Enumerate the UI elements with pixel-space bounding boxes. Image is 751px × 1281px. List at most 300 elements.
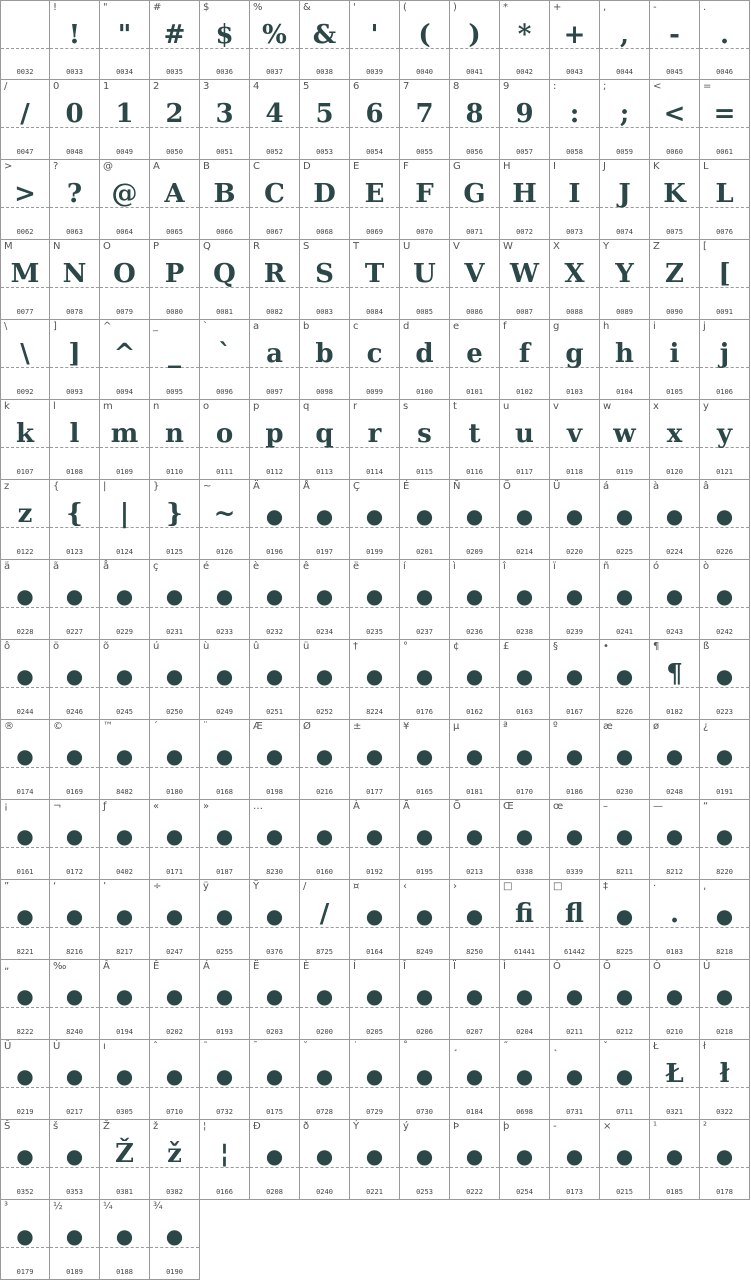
glyph-sample: + — [563, 20, 586, 50]
glyph-cell — [350, 560, 400, 640]
glyph-cell-label: ù — [203, 641, 210, 652]
glyph-cell-label: l — [53, 401, 56, 412]
missing-glyph-dot: ● — [715, 744, 734, 768]
missing-glyph-dot: ● — [315, 504, 334, 528]
glyph-cell-label: H — [503, 161, 511, 172]
glyph-cell-label: > — [4, 161, 13, 172]
glyph-code: 61442 — [563, 948, 586, 956]
glyph-cell — [500, 640, 550, 720]
glyph-cell-label: œ — [553, 801, 564, 812]
missing-glyph-dot: ● — [315, 584, 334, 608]
glyph-code: 0224 — [666, 548, 683, 556]
glyph-sample: ; — [619, 99, 630, 129]
glyph-sample: u — [515, 419, 534, 449]
glyph-cell-label: ô — [4, 641, 11, 652]
glyph-cell-label: ; — [603, 81, 607, 92]
glyph-cell — [150, 640, 200, 720]
glyph-cell — [450, 80, 500, 160]
glyph-cell — [350, 80, 400, 160]
glyph-code: 0254 — [516, 1188, 533, 1196]
glyph-code: 0105 — [666, 388, 683, 396]
glyph-cell-label: Ã — [403, 801, 410, 812]
glyph-code: 0097 — [266, 388, 283, 396]
missing-glyph-dot: ● — [715, 504, 734, 528]
glyph-cell-label: # — [153, 2, 162, 13]
glyph-cell-label: ò — [703, 561, 710, 572]
glyph-cell — [600, 80, 650, 160]
glyph-sample: " — [117, 20, 132, 50]
glyph-sample: 7 — [415, 99, 434, 129]
glyph-cell-label: â — [703, 481, 710, 492]
glyph-code: 0032 — [16, 68, 34, 76]
glyph-cell-label: ˇ — [603, 1041, 608, 1052]
glyph-code: 8216 — [66, 948, 83, 956]
missing-glyph-dot: ● — [16, 904, 34, 928]
glyph-cell-label: è — [253, 561, 260, 572]
missing-glyph-dot: ● — [415, 904, 434, 928]
glyph-code: 0176 — [416, 708, 433, 716]
glyph-cell — [600, 240, 650, 320]
glyph-cell — [250, 1040, 300, 1120]
glyph-cell — [50, 320, 100, 400]
glyph-cell-label: 5 — [303, 81, 310, 92]
glyph-cell — [0, 1040, 50, 1120]
glyph-cell-label: Ô — [603, 961, 611, 972]
glyph-cell-label: û — [253, 641, 260, 652]
glyph-sample: / — [20, 99, 30, 129]
glyph-sample: y — [716, 419, 733, 449]
glyph-cell-label: e — [453, 321, 460, 332]
missing-glyph-dot: ● — [165, 744, 184, 768]
glyph-cell — [450, 640, 500, 720]
glyph-code: 0116 — [466, 468, 483, 476]
glyph-cell — [500, 160, 550, 240]
glyph-code: 0038 — [316, 68, 333, 76]
missing-glyph-dot: ● — [665, 984, 684, 1008]
glyph-code: 0115 — [416, 468, 433, 476]
glyph-cell-label: a — [253, 321, 260, 332]
glyph-code: 0034 — [116, 68, 133, 76]
glyph-code: 0206 — [416, 1028, 433, 1036]
glyph-cell — [350, 640, 400, 720]
glyph-sample: o — [215, 419, 234, 449]
glyph-cell — [0, 160, 50, 240]
glyph-sample: ~ — [213, 499, 236, 529]
glyph-cell-label: ¨ — [203, 721, 208, 732]
missing-glyph-dot: ● — [515, 744, 534, 768]
glyph-cell — [300, 800, 350, 880]
glyph-cell-label: š — [53, 1121, 59, 1132]
glyph-cell-label: ¥ — [403, 721, 410, 732]
glyph-cell-label: O — [103, 241, 111, 252]
glyph-code: 0054 — [366, 148, 383, 156]
glyph-code: 0070 — [416, 228, 433, 236]
glyph-sample: . — [669, 899, 680, 929]
glyph-code: 0050 — [166, 148, 183, 156]
glyph-cell — [250, 800, 300, 880]
missing-glyph-dot: ● — [365, 744, 384, 768]
glyph-code: 0182 — [666, 708, 683, 716]
glyph-code: 0192 — [366, 868, 383, 876]
glyph-cell-label: Ł — [653, 1041, 659, 1052]
glyph-code: 0089 — [616, 308, 633, 316]
glyph-cell-label: : — [553, 81, 557, 92]
glyph-cell-label: B — [203, 161, 210, 172]
missing-glyph-dot: ● — [265, 504, 284, 528]
glyph-cell — [700, 640, 750, 720]
glyph-cell — [700, 480, 750, 560]
glyph-code: 0168 — [216, 788, 233, 796]
glyph-sample: 0 — [65, 99, 84, 129]
glyph-cell — [450, 400, 500, 480]
missing-glyph-dot: ● — [315, 824, 334, 848]
glyph-sample: f — [518, 339, 531, 369]
glyph-sample: ^ — [113, 339, 136, 369]
glyph-cell-label: Ï — [453, 961, 456, 972]
glyph-sample: x — [666, 419, 683, 449]
glyph-cell — [100, 160, 150, 240]
glyph-cell — [600, 320, 650, 400]
glyph-cell — [0, 400, 50, 480]
glyph-cell — [600, 640, 650, 720]
glyph-cell — [200, 880, 250, 960]
glyph-cell — [50, 240, 100, 320]
glyph-cell-label: " — [103, 2, 108, 13]
glyph-code: 0161 — [16, 868, 34, 876]
glyph-code: 0062 — [16, 228, 34, 236]
missing-glyph-dot: ● — [415, 504, 434, 528]
glyph-sample: D — [313, 179, 336, 209]
glyph-cell-label: ˚ — [403, 1041, 408, 1052]
glyph-sample: < — [663, 99, 686, 129]
glyph-cell-label: u — [503, 401, 510, 412]
glyph-code: 0117 — [516, 468, 533, 476]
glyph-sample: fi — [515, 899, 534, 929]
glyph-code: 0211 — [566, 1028, 583, 1036]
glyph-cell — [150, 560, 200, 640]
glyph-code: 0085 — [416, 308, 433, 316]
glyph-cell — [300, 480, 350, 560]
glyph-cell — [300, 560, 350, 640]
glyph-sample: ł — [719, 1059, 730, 1089]
glyph-code: 0200 — [316, 1028, 333, 1036]
glyph-cell-label: Œ — [503, 801, 514, 812]
glyph-sample: S — [315, 259, 334, 289]
glyph-code: 0201 — [416, 548, 433, 556]
glyph-code: 0043 — [566, 68, 583, 76]
glyph-cell-label: d — [403, 321, 410, 332]
glyph-cell — [650, 160, 700, 240]
glyph-sample: { — [66, 499, 83, 529]
glyph-sample: h — [615, 339, 634, 369]
glyph-cell — [450, 480, 500, 560]
glyph-code: 0071 — [466, 228, 483, 236]
glyph-code: 0210 — [666, 1028, 683, 1036]
glyph-cell-label: X — [553, 241, 560, 252]
glyph-cell — [300, 0, 350, 80]
glyph-cell — [500, 480, 550, 560]
glyph-sample: ` — [218, 339, 231, 369]
missing-glyph-dot: ● — [615, 1064, 634, 1088]
missing-glyph-dot: ● — [615, 664, 634, 688]
glyph-code: 0194 — [116, 1028, 133, 1036]
glyph-cell-label: ø — [653, 721, 660, 732]
glyph-code: 0104 — [616, 388, 633, 396]
glyph-cell — [650, 240, 700, 320]
glyph-cell-label: ¹ — [653, 1121, 658, 1132]
glyph-code: 0229 — [116, 628, 133, 636]
glyph-cell — [100, 880, 150, 960]
glyph-cell-label: L — [703, 161, 709, 172]
glyph-code: 0195 — [416, 868, 433, 876]
glyph-cell — [600, 0, 650, 80]
glyph-cell — [250, 560, 300, 640]
glyph-code: 0731 — [566, 1108, 583, 1116]
glyph-cell — [400, 800, 450, 880]
glyph-cell-label: ½ — [53, 1201, 63, 1212]
glyph-sample: @ — [111, 179, 138, 209]
glyph-sample: X — [564, 259, 585, 289]
missing-glyph-dot: ● — [415, 744, 434, 768]
missing-glyph-dot: ● — [615, 904, 634, 928]
glyph-cell — [550, 640, 600, 720]
glyph-sample: j — [719, 339, 730, 369]
glyph-cell — [350, 400, 400, 480]
glyph-cell — [700, 400, 750, 480]
glyph-cell — [250, 640, 300, 720]
glyph-cell-label: s — [403, 401, 409, 412]
glyph-code: 0175 — [266, 1108, 283, 1116]
glyph-cell-label: $ — [203, 2, 210, 13]
missing-glyph-dot: ● — [565, 824, 584, 848]
glyph-cell-label: ó — [653, 561, 660, 572]
glyph-cell — [200, 640, 250, 720]
missing-glyph-dot: ● — [115, 904, 134, 928]
glyph-code: 0228 — [16, 628, 34, 636]
glyph-sample: L — [715, 179, 734, 209]
glyph-code: 0119 — [616, 468, 633, 476]
glyph-cell — [0, 320, 50, 400]
glyph-cell-label: ´ — [153, 721, 158, 732]
glyph-cell — [600, 1120, 650, 1200]
missing-glyph-dot: ● — [515, 824, 534, 848]
glyph-code: 0036 — [216, 68, 233, 76]
glyph-cell-label: ž — [153, 1121, 159, 1132]
glyph-code: 0163 — [516, 708, 533, 716]
glyph-cell-label: ¸ — [453, 1041, 458, 1052]
glyph-cell — [250, 960, 300, 1040]
glyph-code: 0113 — [316, 468, 333, 476]
glyph-sample: ! — [68, 20, 81, 50]
glyph-cell-label: ¶ — [653, 641, 660, 652]
glyph-sample: % — [262, 20, 287, 50]
glyph-code: 0220 — [566, 548, 583, 556]
missing-glyph-dot: ● — [465, 904, 484, 928]
glyph-cell — [50, 400, 100, 480]
glyph-cell-label: Ù — [53, 1041, 61, 1052]
glyph-sample: fl — [565, 899, 584, 929]
missing-glyph-dot: ● — [615, 984, 634, 1008]
glyph-cell-label: 6 — [353, 81, 360, 92]
glyph-cell — [350, 800, 400, 880]
glyph-cell-label: ' — [353, 2, 356, 13]
glyph-cell — [100, 240, 150, 320]
glyph-code: 0044 — [616, 68, 633, 76]
glyph-cell-label: E — [353, 161, 360, 172]
glyph-code: 0082 — [266, 308, 283, 316]
glyph-cell — [350, 720, 400, 800]
glyph-sample: N — [62, 259, 87, 289]
glyph-code: 8249 — [416, 948, 433, 956]
glyph-cell — [0, 720, 50, 800]
missing-glyph-dot: ● — [365, 824, 384, 848]
glyph-sample: ¦ — [219, 1139, 230, 1169]
missing-glyph-dot: ● — [16, 824, 34, 848]
glyph-cell — [400, 0, 450, 80]
glyph-cell — [500, 240, 550, 320]
glyph-cell-label: . — [703, 2, 707, 13]
glyph-cell — [400, 880, 450, 960]
glyph-cell-label: å — [103, 561, 110, 572]
glyph-cell-label: ë — [353, 561, 360, 572]
glyph-cell — [100, 640, 150, 720]
missing-glyph-dot: ● — [415, 664, 434, 688]
glyph-code: 0322 — [716, 1108, 733, 1116]
glyph-cell — [400, 1120, 450, 1200]
missing-glyph-dot: ● — [465, 744, 484, 768]
glyph-code: 0160 — [316, 868, 333, 876]
glyph-code: 0205 — [366, 1028, 383, 1036]
glyph-code: 0219 — [16, 1108, 34, 1116]
glyph-code: 61441 — [513, 948, 536, 956]
glyph-cell-label: Ë — [253, 961, 260, 972]
glyph-cell — [50, 0, 100, 80]
glyph-cell-label: † — [353, 641, 358, 652]
glyph-cell — [550, 240, 600, 320]
glyph-code: 0238 — [516, 628, 533, 636]
glyph-cell-label: ] — [53, 321, 57, 332]
glyph-cell-label: 7 — [403, 81, 410, 92]
glyph-code: 0120 — [666, 468, 683, 476]
glyph-cell-label: – — [603, 801, 608, 812]
missing-glyph-dot: ● — [615, 584, 634, 608]
glyph-cell-label: ® — [4, 721, 14, 732]
glyph-sample: I — [568, 179, 581, 209]
glyph-cell-label: J — [603, 161, 606, 172]
glyph-cell — [50, 720, 100, 800]
glyph-code: 0110 — [166, 468, 183, 476]
glyph-cell-label: Ý — [353, 1121, 360, 1132]
glyph-code: 0190 — [166, 1268, 183, 1276]
glyph-code: 0204 — [516, 1028, 533, 1036]
glyph-cell — [350, 880, 400, 960]
glyph-code: 0065 — [166, 228, 183, 236]
missing-glyph-dot: ● — [715, 1144, 734, 1168]
missing-glyph-dot: ● — [65, 984, 84, 1008]
glyph-cell — [550, 320, 600, 400]
missing-glyph-dot: ● — [365, 1064, 384, 1088]
glyph-cell-label: ï — [553, 561, 556, 572]
glyph-code: 8250 — [466, 948, 483, 956]
glyph-code: 0033 — [66, 68, 83, 76]
glyph-code: 0237 — [416, 628, 433, 636]
glyph-cell-label: D — [303, 161, 311, 172]
glyph-cell-label: ¬ — [53, 801, 62, 812]
glyph-sample: q — [315, 419, 334, 449]
glyph-cell — [0, 480, 50, 560]
glyph-code: 0732 — [216, 1108, 233, 1116]
glyph-cell — [300, 720, 350, 800]
glyph-cell-label: ¯ — [253, 1041, 258, 1052]
glyph-cell-label: I — [553, 161, 556, 172]
missing-glyph-dot: ● — [115, 664, 134, 688]
glyph-cell-label: À — [353, 801, 360, 812]
glyph-code: 0042 — [516, 68, 533, 76]
glyph-cell — [650, 320, 700, 400]
glyph-sample: m — [110, 419, 139, 449]
glyph-code: 0177 — [366, 788, 383, 796]
glyph-cell-label: þ — [503, 1121, 510, 1132]
glyph-code: 0169 — [66, 788, 83, 796]
glyph-sample: e — [466, 339, 483, 369]
glyph-cell — [50, 1040, 100, 1120]
glyph-cell — [350, 960, 400, 1040]
glyph-cell-label: ê — [303, 561, 310, 572]
glyph-code: 0072 — [516, 228, 533, 236]
glyph-cell-label: Á — [203, 961, 210, 972]
missing-glyph-dot: ● — [265, 824, 284, 848]
glyph-sample: Ł — [665, 1059, 684, 1089]
glyph-code: 0218 — [716, 1028, 733, 1036]
glyph-cell — [550, 560, 600, 640]
glyph-cell — [350, 1040, 400, 1120]
glyph-code: 0047 — [16, 148, 34, 156]
glyph-code: 0698 — [516, 1108, 533, 1116]
missing-glyph-dot: ● — [515, 1064, 534, 1088]
glyph-code: 0247 — [166, 948, 183, 956]
missing-glyph-dot: ● — [315, 664, 334, 688]
glyph-code: 0729 — [366, 1108, 383, 1116]
glyph-cell-label: c — [353, 321, 359, 332]
glyph-cell — [500, 960, 550, 1040]
glyph-cell-label: á — [603, 481, 610, 492]
glyph-cell — [100, 0, 150, 80]
glyph-code: 0106 — [716, 388, 733, 396]
glyph-cell-label: Í — [353, 961, 356, 972]
glyph-code: 0189 — [66, 1268, 83, 1276]
glyph-cell-label: N — [53, 241, 61, 252]
glyph-sample: C — [264, 179, 285, 209]
glyph-cell — [400, 560, 450, 640]
glyph-code: 0217 — [66, 1108, 83, 1116]
glyph-code: 8482 — [116, 788, 133, 796]
glyph-sample: ( — [418, 20, 431, 50]
missing-glyph-dot: ● — [365, 904, 384, 928]
missing-glyph-dot: ● — [16, 1144, 34, 1168]
glyph-code: 0245 — [116, 708, 133, 716]
glyph-code: 0108 — [66, 468, 83, 476]
glyph-code: 0076 — [716, 228, 733, 236]
glyph-cell — [450, 1120, 500, 1200]
missing-glyph-dot: ● — [16, 1224, 34, 1248]
glyph-cell-label: Ð — [253, 1121, 261, 1132]
glyph-cell-label: f — [503, 321, 507, 332]
glyph-cell — [550, 800, 600, 880]
glyph-code: 0185 — [666, 1188, 683, 1196]
glyph-cell-label: · — [653, 881, 657, 892]
glyph-cell — [200, 720, 250, 800]
glyph-cell-label: □ — [553, 881, 563, 892]
